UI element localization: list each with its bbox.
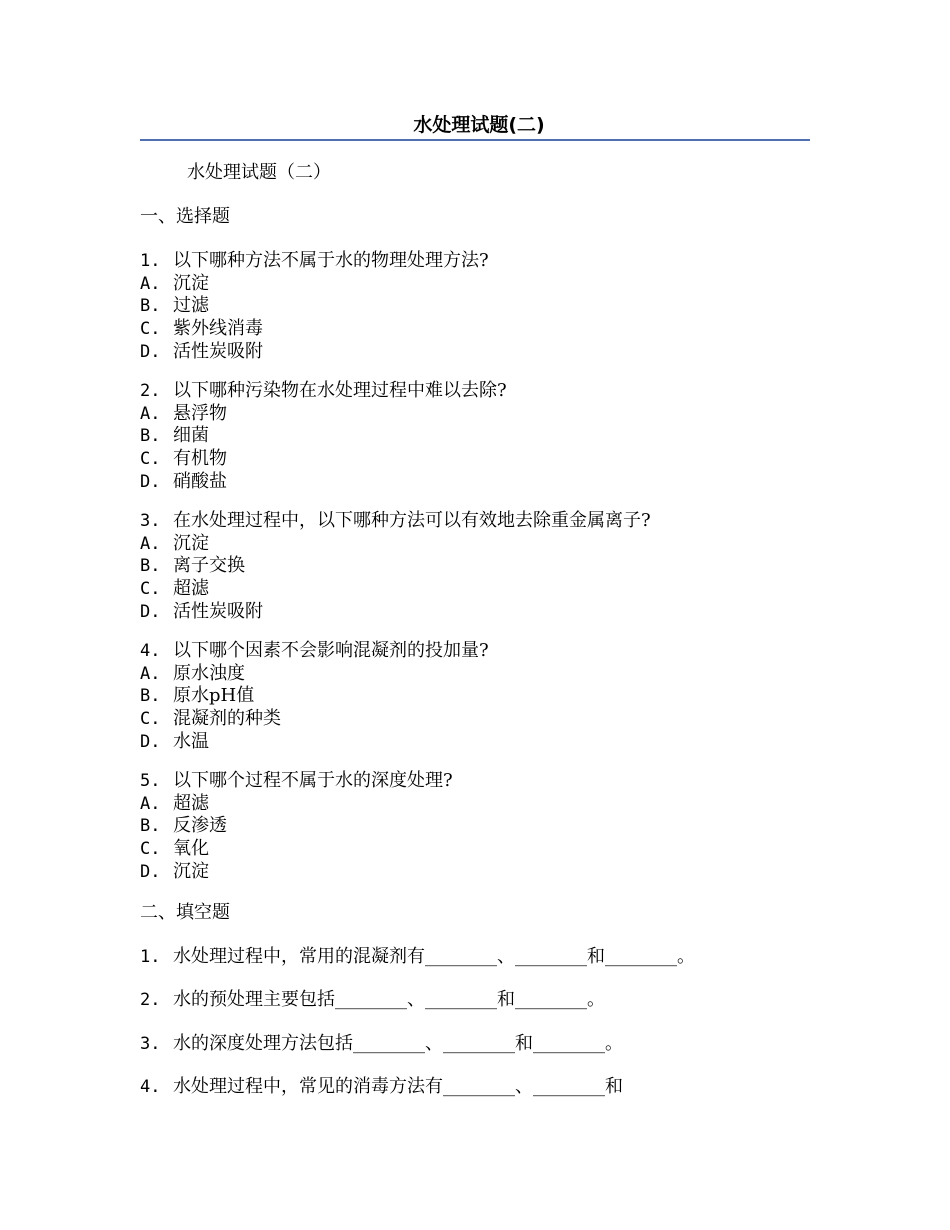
question-number: 1. [140, 947, 161, 967]
option-c [140, 708, 810, 731]
option-text: 超滤 [173, 578, 209, 600]
question-number: 3. [140, 1034, 161, 1054]
option-text: 细菌 [173, 425, 209, 447]
question-stem [140, 640, 810, 663]
question-text: 以下哪个过程不属于水的深度处理? [173, 770, 453, 791]
option-d [140, 471, 810, 494]
option-text: 活性炭吸附 [173, 600, 263, 622]
option-d [140, 601, 810, 624]
question-number: 4. [140, 1077, 161, 1097]
section-heading-fill: 二、填空题 [140, 902, 230, 923]
question-stem [140, 250, 810, 273]
option-text: 水温 [173, 730, 209, 752]
fill-question-1 [140, 944, 820, 970]
choice-question-4 [140, 640, 810, 754]
choice-question-1 [140, 250, 810, 364]
option-text: 沉淀 [173, 860, 209, 882]
option-text: 硝酸盐 [173, 470, 227, 492]
option-letter: A. [140, 793, 161, 814]
option-letter: C. [140, 319, 161, 340]
option-d [140, 731, 810, 754]
option-d [140, 861, 810, 884]
option-letter: A. [140, 663, 161, 684]
option-text: 原水浊度 [173, 662, 245, 684]
question-stem [140, 510, 810, 533]
option-b [140, 295, 810, 318]
page-header [140, 112, 810, 140]
option-text: 离子交换 [173, 555, 245, 577]
option-text: 氧化 [173, 838, 209, 860]
option-text: 活性炭吸附 [173, 340, 263, 362]
option-b [140, 815, 810, 838]
option-text: 紫外线消毒 [173, 318, 263, 340]
question-number: 4. [140, 641, 161, 661]
question-number: 5. [140, 771, 161, 791]
question-stem [140, 770, 810, 793]
document-title: 水处理试题（二） [187, 162, 331, 183]
option-text: 混凝剂的种类 [173, 708, 281, 730]
option-b [140, 425, 810, 448]
option-letter: B. [140, 686, 161, 707]
option-letter: B. [140, 816, 161, 837]
question-text: 在水处理过程中，以下哪种方法可以有效地去除重金属离子? [173, 510, 651, 531]
option-a [140, 533, 810, 556]
page-header-title: 水处理试题(二) [413, 114, 545, 136]
choice-question-5 [140, 770, 810, 884]
option-text: 超滤 [173, 792, 209, 814]
question-text: 以下哪种方法不属于水的物理处理方法? [173, 250, 489, 271]
option-letter: D. [140, 471, 161, 492]
option-letter: C. [140, 839, 161, 860]
option-letter: A. [140, 533, 161, 554]
option-d [140, 341, 810, 364]
fill-question-4 [140, 1074, 820, 1100]
option-c [140, 578, 810, 601]
option-text: 有机物 [173, 448, 227, 470]
option-letter: A. [140, 403, 161, 424]
option-letter: C. [140, 579, 161, 600]
question-number: 1. [140, 251, 161, 271]
option-letter: D. [140, 601, 161, 622]
option-letter: B. [140, 426, 161, 447]
option-b [140, 685, 810, 708]
option-text: 悬浮物 [173, 402, 227, 424]
option-letter: D. [140, 341, 161, 362]
option-a [140, 793, 810, 816]
question-stem [140, 380, 810, 403]
choice-question-3 [140, 510, 810, 624]
option-letter: B. [140, 296, 161, 317]
option-a [140, 663, 810, 686]
fill-question-3 [140, 1031, 820, 1057]
question-number: 3. [140, 511, 161, 531]
question-number: 2. [140, 381, 161, 401]
option-text: 沉淀 [173, 272, 209, 294]
option-letter: D. [140, 731, 161, 752]
option-c [140, 448, 810, 471]
option-a [140, 403, 810, 426]
option-b [140, 555, 810, 578]
option-a [140, 273, 810, 296]
question-text: 以下哪种污染物在水处理过程中难以去除? [173, 380, 507, 401]
option-letter: B. [140, 556, 161, 577]
question-text: 水处理过程中，常见的消毒方法有________、________和 [173, 1076, 623, 1097]
option-text: 原水pH值 [173, 685, 255, 707]
option-c [140, 318, 810, 341]
option-letter: C. [140, 709, 161, 730]
fill-question-2 [140, 987, 820, 1013]
option-text: 沉淀 [173, 532, 209, 554]
question-text: 水的预处理主要包括________、________和________。 [173, 989, 605, 1010]
question-text: 水处理过程中，常用的混凝剂有________、________和________。 [173, 946, 695, 967]
question-text: 水的深度处理方法包括________、________和________。 [173, 1033, 623, 1054]
option-text: 反渗透 [173, 815, 227, 837]
option-letter: A. [140, 273, 161, 294]
option-letter: C. [140, 449, 161, 470]
question-number: 2. [140, 990, 161, 1010]
choice-question-2 [140, 380, 810, 494]
option-text: 过滤 [173, 295, 209, 317]
question-text: 以下哪个因素不会影响混凝剂的投加量? [173, 640, 489, 661]
option-c [140, 838, 810, 861]
option-letter: D. [140, 861, 161, 882]
section-heading-choice: 一、选择题 [140, 206, 230, 227]
header-divider [140, 139, 810, 141]
